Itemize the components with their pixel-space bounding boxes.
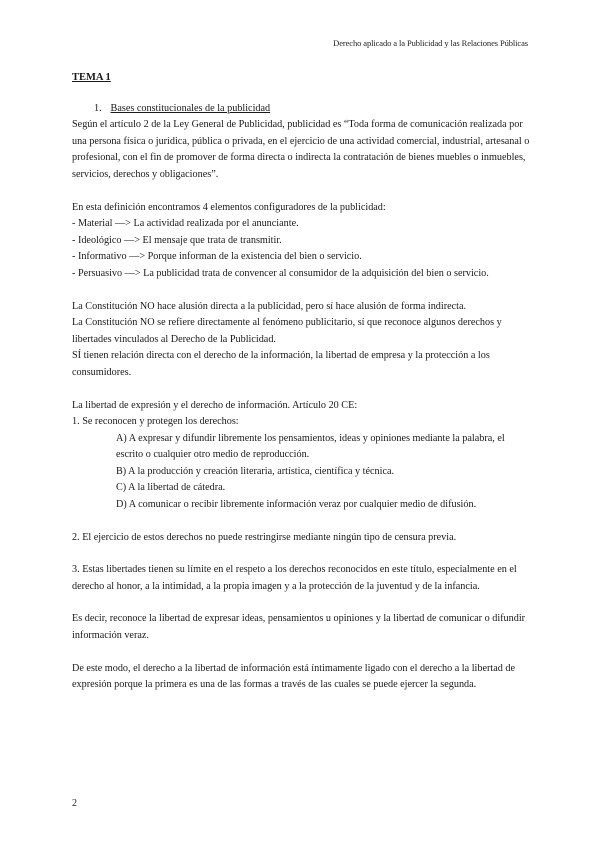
article-point: 2. El ejercicio de estos derechos no puede restringirse mediante ningún tipo de censura previa. <box>72 531 457 543</box>
element-item: - Persuasivo —> La publicidad trata de convencer al consumidor de la adquisición del bien o servicio. <box>72 267 489 279</box>
page-title: TEMA 1 <box>72 72 111 83</box>
page-number: 2 <box>72 798 77 809</box>
article-point: 3. Estas libertades tienen su límite en el respeto a los derechos reconocidos en este título, especialmente en el derecho al honor, a la intimidad, a la propia imagen y a la protección de la juventud y de la infancia. <box>72 564 517 592</box>
section-number: 1. <box>94 102 102 114</box>
section-heading <box>94 101 530 118</box>
article-point: 1. Se reconocen y protegen los derechos: <box>72 416 239 428</box>
article-item: A) A expresar y difundir libremente los pensamientos, ideas y opiniones mediante la palabra, el escrito o cualquier otro medio de reproducción. <box>116 432 505 461</box>
element-item: - Material —> La actividad realizada por el anunciante. <box>72 218 299 230</box>
intro-paragraph: Según el artículo 2 de la Ley General de Publicidad, publicidad es “Toda forma de comunicación realizada por una persona física o jurídica, pública o privada, en el ejercicio de una actividad comercial, industrial, artesanal o profesional, con el fin de promover de forma directa o indirecta la contratación de bienes muebles o inmuebles, servicios, derechos y obligaciones”. <box>72 119 530 180</box>
constitution-paragraph: La Constitución NO hace alusión directa a la publicidad, pero sí hace alusión de forma indirecta. <box>72 300 467 312</box>
running-header: Derecho aplicado a la Publicidad y las Relaciones Públicas <box>333 38 528 48</box>
elements-intro: En esta definición encontramos 4 elementos configuradores de la publicidad: <box>72 201 386 213</box>
article-item: C) A la libertad de cátedra. <box>116 482 226 494</box>
element-item: - Ideológico —> El mensaje que trata de transmitir. <box>72 234 282 246</box>
section-title: Bases constitucionales de la publicidad <box>110 102 271 114</box>
conclusion-paragraph: De este modo, el derecho a la libertad de información está íntimamente ligado con el derecho a la libertad de expresión porque la primera es una de las formas a través de las cuales se puede ejercer la segunda. <box>72 662 515 691</box>
article-title: La libertad de expresión y el derecho de información. Artículo 20 CE: <box>72 399 358 411</box>
constitution-paragraph: SÍ tienen relación directa con el derecho de la información, la libertad de empresa y la protección a los consumidores. <box>72 350 490 378</box>
constitution-paragraph: La Constitución NO se refiere directamente al fenómeno publicitario, sí que reconoce algunos derechos y libertades vinculados al Derecho de la Publicidad. <box>72 317 502 345</box>
element-item: - Informativo —> Porque informan de la existencia del bien o servicio. <box>72 251 362 263</box>
page-content <box>72 70 530 694</box>
article-item: B) A la producción y creación literaria, artística, científica y técnica. <box>116 465 395 477</box>
article-item: D) A comunicar o recibir libremente información veraz por cualquier medio de difusión. <box>116 499 477 511</box>
conclusion-paragraph: Es decir, reconoce la libertad de expresar ideas, pensamientos u opiniones y la libertad de comunicar o difundir información veraz. <box>72 613 526 642</box>
